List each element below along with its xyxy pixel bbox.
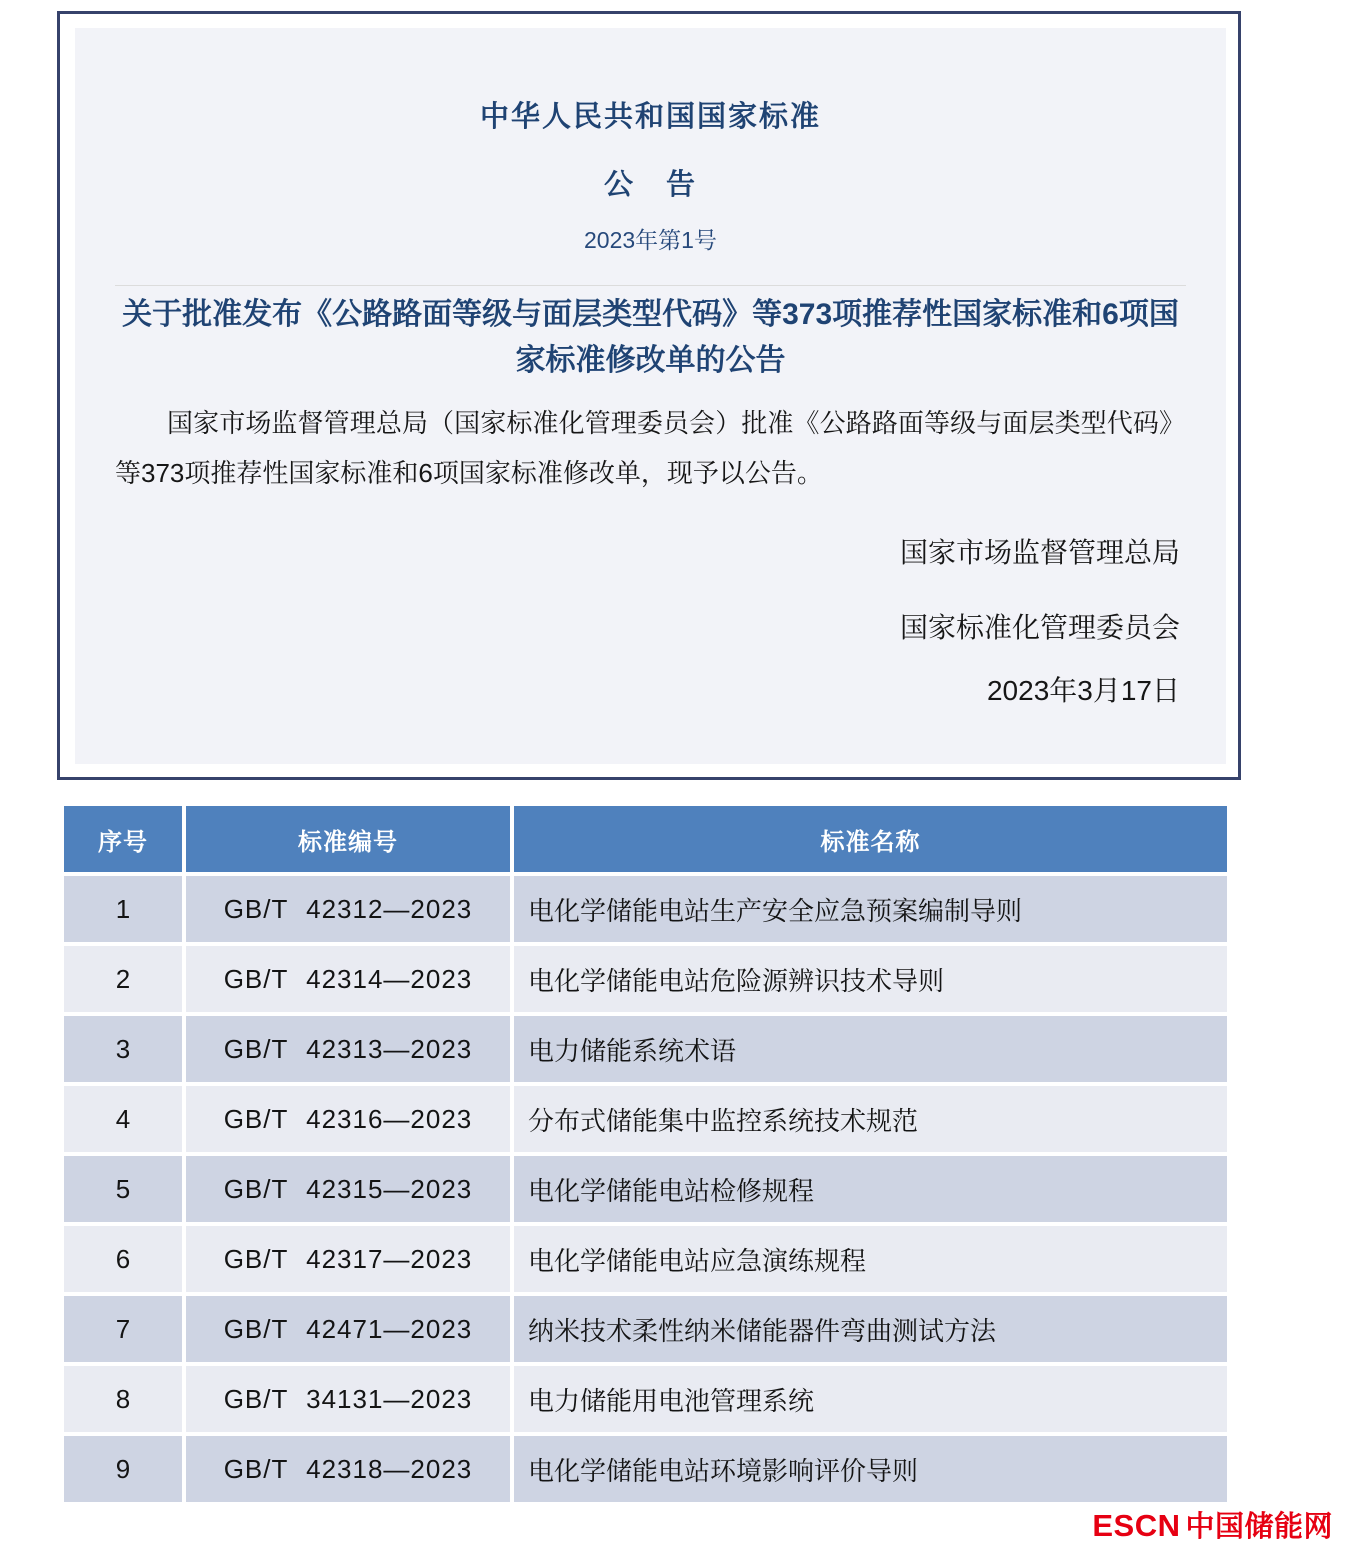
cell-no: 5 xyxy=(64,1156,182,1222)
cell-code: GB/T 42312—2023 xyxy=(186,876,510,942)
cell-name: 电化学储能电站危险源辨识技术导则 xyxy=(514,946,1227,1012)
cell-no: 6 xyxy=(64,1226,182,1292)
escn-logo-cn-text: 中国储能网 xyxy=(1185,1511,1333,1543)
cell-code: GB/T 34131—2023 xyxy=(186,1366,510,1432)
cell-no: 8 xyxy=(64,1366,182,1432)
header-cell-code: 标准编号 xyxy=(186,806,510,872)
table-row xyxy=(64,1296,1227,1362)
cell-name: 电化学储能电站环境影响评价导则 xyxy=(514,1436,1227,1502)
table-row xyxy=(64,1436,1227,1502)
cell-code: GB/T 42317—2023 xyxy=(186,1226,510,1292)
announcement-box xyxy=(57,11,1241,780)
table-row xyxy=(64,1226,1227,1292)
cell-no: 3 xyxy=(64,1016,182,1082)
cell-no: 2 xyxy=(64,946,182,1012)
standards-table xyxy=(60,802,1231,1506)
announcement-card xyxy=(75,28,1226,764)
table-row xyxy=(64,876,1227,942)
table-row xyxy=(64,1086,1227,1152)
table-row xyxy=(64,1016,1227,1082)
cell-code: GB/T 42315—2023 xyxy=(186,1156,510,1222)
header-cell-name: 标准名称 xyxy=(514,806,1227,872)
cell-name: 电力储能用电池管理系统 xyxy=(514,1366,1227,1432)
table-header-row xyxy=(64,806,1227,872)
cell-no: 1 xyxy=(64,876,182,942)
cell-no: 4 xyxy=(64,1086,182,1152)
cell-name: 纳米技术柔性纳米储能器件弯曲测试方法 xyxy=(514,1296,1227,1362)
cell-no: 7 xyxy=(64,1296,182,1362)
table-row xyxy=(64,1156,1227,1222)
cell-code: GB/T 42318—2023 xyxy=(186,1436,510,1502)
cell-code: GB/T 42471—2023 xyxy=(186,1296,510,1362)
escn-logo xyxy=(1092,1504,1333,1545)
cell-name: 电化学储能电站应急演练规程 xyxy=(514,1226,1227,1292)
announcement-body: 国家市场监督管理总局（国家标准化管理委员会）批准《公路路面等级与面层类型代码》等373项推荐性国家标准和6项国家标准修改单，现予以公告。 xyxy=(115,408,1185,488)
cell-no: 9 xyxy=(64,1436,182,1502)
announcement-heading: 关于批准发布《公路路面等级与面层类型代码》等373项推荐性国家标准和6项国家标准修改单的公告 xyxy=(122,298,1179,377)
cell-name: 电力储能系统术语 xyxy=(514,1016,1227,1082)
cell-code: GB/T 42314—2023 xyxy=(186,946,510,1012)
table-row xyxy=(64,1366,1227,1432)
issue-number: 2023年第1号 xyxy=(584,227,717,253)
divider-line xyxy=(115,285,1186,286)
cell-code: GB/T 42313—2023 xyxy=(186,1016,510,1082)
doc-type-title: 公 告 xyxy=(603,169,697,201)
announcement-date: 2023年3月17日 xyxy=(986,675,1180,706)
escn-logo-text: ESCN xyxy=(1092,1508,1181,1543)
header-cell-no: 序号 xyxy=(64,806,182,872)
cell-name: 电化学储能电站检修规程 xyxy=(514,1156,1227,1222)
cell-code: GB/T 42316—2023 xyxy=(186,1086,510,1152)
cell-name: 分布式储能集中监控系统技术规范 xyxy=(514,1086,1227,1152)
signature-authority-2: 国家标准化管理委员会 xyxy=(899,612,1180,643)
signature-authority-1: 国家市场监督管理总局 xyxy=(899,537,1180,568)
org-title: 中华人民共和国国家标准 xyxy=(479,101,821,133)
cell-name: 电化学储能电站生产安全应急预案编制导则 xyxy=(514,876,1227,942)
table-row xyxy=(64,946,1227,1012)
